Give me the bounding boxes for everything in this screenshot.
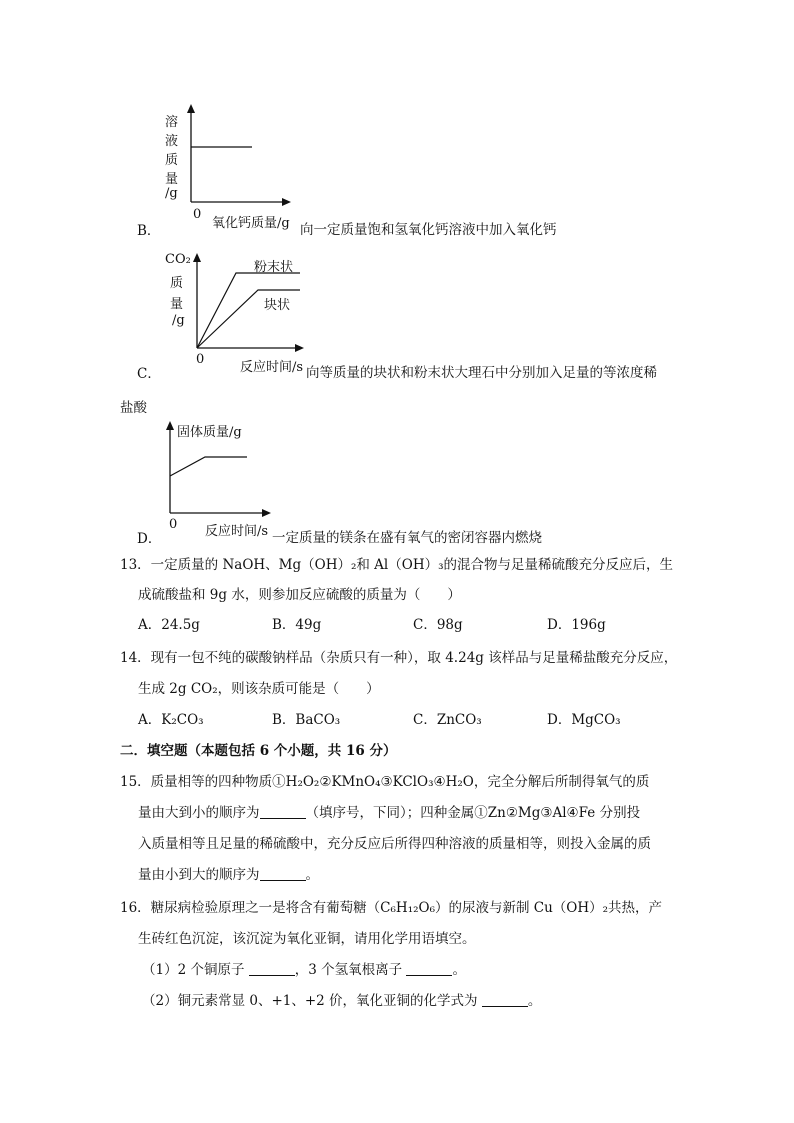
q15-blank-2[interactable] bbox=[260, 868, 306, 881]
q16-sub1 bbox=[142, 958, 466, 978]
q14-line2: 生成 2g CO₂，则该杂质可能是（ ） bbox=[138, 681, 380, 697]
q16-sub1-part3: 。 bbox=[452, 962, 466, 978]
section-2-title: 二．填空题（本题包括 6 个小题，共 16 分） bbox=[120, 743, 397, 759]
graph-b-ylabel-1: 溶 bbox=[165, 115, 179, 130]
q14-option-d: D．MgCO₃ bbox=[547, 712, 621, 728]
graph-b-xlabel: 氧化钙质量/g bbox=[212, 216, 290, 231]
q15-line2 bbox=[138, 801, 640, 821]
q15-line1: 15．质量相等的四种物质①H₂O₂②KMnO₄③KClO₃④H₂O，完全分解后所制得氧气的质 bbox=[120, 774, 650, 790]
q15-line2-part1: 量由大到小的顺序为 bbox=[138, 805, 260, 821]
q13-option-d: D．196g bbox=[547, 617, 606, 633]
q15-line4 bbox=[138, 863, 319, 883]
q16-blank-3[interactable] bbox=[482, 994, 528, 1007]
q16-line1: 16．糖尿病检验原理之一是将含有葡萄糖（C₆H₁₂O₆）的尿液与新制 Cu（OH）₂共热，产 bbox=[120, 900, 663, 916]
q15-line4-part2: 。 bbox=[305, 867, 319, 883]
q14-option-a: A．K₂CO₃ bbox=[138, 712, 204, 728]
q16-sub2-part2: 。 bbox=[527, 993, 542, 1009]
graph-d-desc: 一定质量的镁条在盛有氧气的密闭容器内燃烧 bbox=[272, 530, 542, 546]
graph-c-ylabel-4: /g bbox=[172, 313, 185, 328]
graph-c-xlabel: 反应时间/s bbox=[240, 360, 304, 375]
q15-line2-part2: （填序号，下同）；四种金属①Zn②Mg③Al④Fe 分别投 bbox=[305, 805, 641, 821]
graph-d-origin: 0 bbox=[169, 517, 178, 532]
graph-c-curve2-label: 块状 bbox=[264, 298, 291, 313]
graph-d-curve bbox=[170, 457, 247, 476]
graph-c-curve1-label: 粉末状 bbox=[254, 260, 294, 275]
q16-sub1-part2: ，3 个氢氧根离子 bbox=[294, 962, 403, 978]
graph-d-ylabel: 固体质量/g bbox=[177, 425, 242, 440]
q13-option-b: B．49g bbox=[272, 617, 322, 633]
graph-c-desc2: 盐酸 bbox=[120, 400, 147, 416]
graph-c-option: C． bbox=[137, 366, 161, 382]
q15-blank-1[interactable] bbox=[260, 806, 306, 819]
q14-option-c: C．ZnCO₃ bbox=[413, 712, 482, 728]
graph-b-desc: 向一定质量饱和氢氧化钙溶液中加入氧化钙 bbox=[300, 222, 557, 238]
q14-option-b: B．BaCO₃ bbox=[272, 712, 341, 728]
graph-b-ylabel-4: 量 bbox=[165, 172, 179, 187]
graph-b-ylabel-3: 质 bbox=[165, 153, 179, 168]
graph-d-option: D． bbox=[137, 531, 162, 547]
graph-b-origin: 0 bbox=[193, 207, 202, 222]
graph-b-ylabel-2: 液 bbox=[165, 134, 179, 149]
q13-line2: 成硫酸盐和 9g 水，则参加反应硫酸的质量为（ ） bbox=[138, 587, 461, 603]
graph-b-option: B． bbox=[137, 223, 161, 239]
graph-c-ylabel-2: 质 bbox=[170, 276, 184, 291]
q16-line2: 生砖红色沉淀，该沉淀为氧化亚铜，请用化学用语填空。 bbox=[138, 931, 476, 947]
q16-blank-2[interactable] bbox=[406, 963, 452, 976]
q13-line1: 13．一定质量的 NaOH、Mg（OH）₂和 Al（OH）₃的混合物与足量稀硫酸充分反应后，生 bbox=[120, 557, 673, 573]
q16-sub2-part1: （2）铜元素常显 0、+1、+2 价，氧化亚铜的化学式为 bbox=[142, 993, 478, 1009]
q13-option-c: C．98g bbox=[413, 617, 463, 633]
q16-blank-1[interactable] bbox=[249, 963, 295, 976]
graph-b-ylabel-5: /g bbox=[165, 186, 178, 201]
q15-line3: 入质量相等且足量的稀硫酸中，充分反应后所得四种溶液的质量相等，则投入金属的质 bbox=[138, 836, 651, 852]
graph-c-ylabel-3: 量 bbox=[170, 297, 184, 312]
graph-c-origin: 0 bbox=[196, 352, 205, 367]
graph-c-ylabel-1: CO₂ bbox=[165, 252, 191, 267]
q14-line1: 14．现有一包不纯的碳酸钠样品（杂质只有一种），取 4.24g 该样品与足量稀盐酸充分反应， bbox=[120, 650, 678, 666]
q16-sub2 bbox=[142, 989, 541, 1009]
q13-option-a: A．24.5g bbox=[138, 617, 200, 633]
q15-line4-part1: 量由小到大的顺序为 bbox=[138, 867, 260, 883]
q16-sub1-part1: （1）2 个铜原子 bbox=[142, 962, 245, 978]
graph-d-xlabel: 反应时间/s bbox=[205, 524, 269, 539]
graph-c-desc: 向等质量的块状和粉末状大理石中分别加入足量的等浓度稀 bbox=[306, 365, 657, 381]
